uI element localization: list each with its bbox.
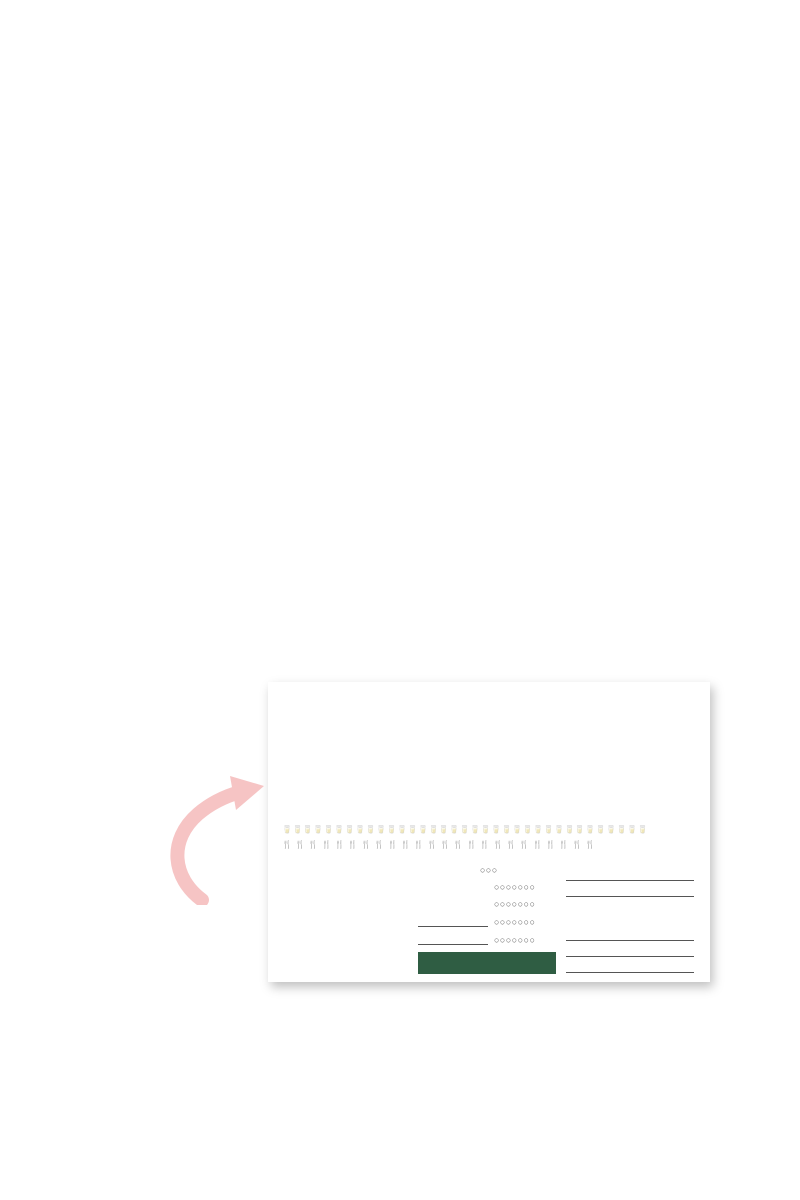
blank-line: [418, 926, 488, 927]
water-tracker-icons: 🥛🥛🥛🥛🥛🥛🥛🥛🥛🥛🥛🥛🥛🥛🥛🥛🥛🥛🥛🥛🥛🥛🥛🥛🥛🥛🥛🥛🥛🥛🥛🥛🥛🥛🥛: [282, 825, 649, 834]
meal-tracker-icons: 🍴 🍴 🍴 🍴 🍴 🍴 🍴 🍴 🍴 🍴 🍴 🍴 🍴 🍴 🍴 🍴 🍴 🍴 🍴 🍴 🍴 🍴 🍴 🍴: [282, 840, 596, 849]
note-line: [566, 896, 694, 897]
tracker-dots-icon: ○○○○○○○: [494, 899, 536, 909]
week-grid: [282, 720, 694, 822]
idea-box: [418, 952, 556, 974]
note-line: [566, 880, 694, 881]
curved-arrow-icon: [160, 770, 270, 905]
planner-page-december: [268, 682, 710, 982]
note-line: [566, 956, 694, 957]
tracker-dots-icon: ○○○○○○○: [494, 882, 536, 892]
note-line: [566, 940, 694, 941]
tracker-dots-icon: ○○○○○○○: [494, 935, 536, 945]
tracker-dots-icon: ○○○○○○○: [494, 917, 536, 927]
tracker-dots-icon: ○○○: [480, 865, 498, 875]
note-line: [566, 972, 694, 973]
blank-line: [418, 944, 488, 945]
